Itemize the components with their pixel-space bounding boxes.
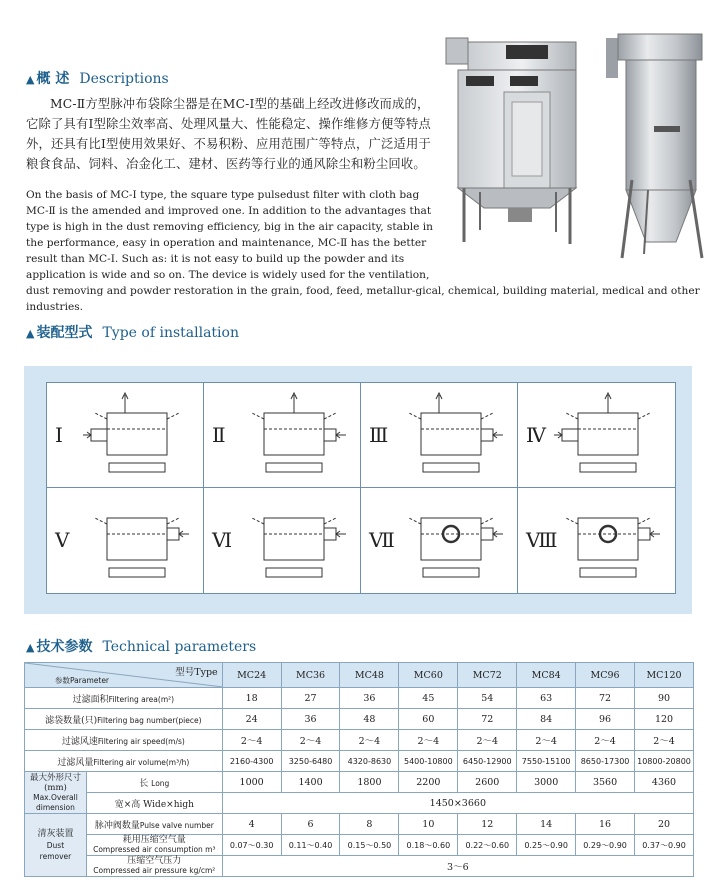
table-cell: 120 bbox=[635, 709, 694, 730]
label-cn: 脉冲阀数量 bbox=[94, 820, 140, 831]
descriptions-title-cn: 概 述 bbox=[36, 71, 70, 87]
row-label-dust-remover bbox=[25, 814, 87, 877]
model-header: MC72 bbox=[458, 663, 517, 688]
label-en: Long bbox=[151, 778, 170, 788]
row-label-speed bbox=[25, 730, 223, 751]
label-cn: 压缩空气压力 bbox=[127, 856, 182, 866]
table-cell: 1800 bbox=[340, 772, 399, 793]
table-cell: 2～4 bbox=[458, 730, 517, 751]
table-cell: 27 bbox=[281, 688, 340, 709]
table-cell: 2160-4300 bbox=[222, 751, 281, 772]
installation-type-cell bbox=[204, 383, 361, 488]
table-cell: 2600 bbox=[458, 772, 517, 793]
model-header: MC120 bbox=[635, 663, 694, 688]
table-cell: 2～4 bbox=[281, 730, 340, 751]
table-cell: 2～4 bbox=[576, 730, 635, 751]
header-param-label: 参数Parameter bbox=[55, 676, 110, 685]
table-cell: 0.18～0.60 bbox=[399, 835, 458, 856]
en-line: type is high in the dust removing efficiency, big in the air capacity, stable in bbox=[26, 221, 433, 233]
label-cn: 过滤风速 bbox=[61, 736, 98, 747]
installation-sketch-icon bbox=[361, 488, 518, 593]
table-row bbox=[25, 688, 694, 709]
table-cell: 16 bbox=[576, 814, 635, 835]
en-line: dust removing and powder restoration in the grain, food, feed, metallur-gical, chemical, building material, medical and other bbox=[26, 285, 700, 297]
label-cn: 耗用压缩空气量 bbox=[122, 835, 186, 845]
table-header-row bbox=[25, 663, 694, 688]
table-cell: 0.15～0.50 bbox=[340, 835, 399, 856]
table-cell: 12 bbox=[458, 814, 517, 835]
label-en: Filtering air volume(m³/h) bbox=[93, 757, 190, 767]
table-cell: 48 bbox=[340, 709, 399, 730]
cn-line: MC-Ⅱ方型脉冲布袋除尘器是在MC-Ⅰ型的基础上经改进修改而成的， bbox=[50, 97, 430, 111]
installation-type-label: Ⅵ bbox=[212, 528, 233, 552]
table-row bbox=[25, 793, 694, 814]
table-cell: 6450-12900 bbox=[458, 751, 517, 772]
table-cell: 8 bbox=[340, 814, 399, 835]
table-row bbox=[25, 709, 694, 730]
triangle-bullet-icon: ▲ bbox=[26, 73, 35, 86]
table-cell: 2～4 bbox=[399, 730, 458, 751]
table-cell: 72 bbox=[458, 709, 517, 730]
installation-type-label: Ⅴ bbox=[55, 528, 70, 552]
row-label-pressure bbox=[86, 856, 222, 877]
table-row bbox=[25, 856, 694, 877]
installation-panel bbox=[24, 366, 692, 614]
label-en: Compressed air pressure kg/cm² bbox=[93, 866, 216, 875]
row-label-bag bbox=[25, 709, 223, 730]
installation-type-cell bbox=[518, 383, 675, 488]
table-cell: 24 bbox=[222, 709, 281, 730]
table-cell: 18 bbox=[222, 688, 281, 709]
table-cell: 0.11～0.40 bbox=[281, 835, 340, 856]
model-header: MC60 bbox=[399, 663, 458, 688]
table-cell: 3000 bbox=[517, 772, 576, 793]
header-type-label: 型号Type bbox=[175, 667, 218, 678]
label-en: Pulse valve number bbox=[139, 820, 214, 830]
table-cell: 1000 bbox=[222, 772, 281, 793]
descriptions-cn-paragraph bbox=[26, 94, 446, 174]
triangle-bullet-icon: ▲ bbox=[26, 327, 35, 340]
table-cell: 4 bbox=[222, 814, 281, 835]
row-label-area bbox=[25, 688, 223, 709]
table-cell: 10 bbox=[399, 814, 458, 835]
en-line: MC-Ⅱ is the amended and improved one. In addition to the advantages that bbox=[26, 205, 432, 217]
installation-heading bbox=[26, 322, 239, 342]
table-cell: 20 bbox=[635, 814, 694, 835]
descriptions-heading bbox=[26, 68, 169, 88]
table-cell: 14 bbox=[517, 814, 576, 835]
installation-sketch-icon bbox=[518, 383, 675, 488]
table-row bbox=[25, 730, 694, 751]
installation-type-label: Ⅰ bbox=[55, 423, 63, 447]
label-en: dimension bbox=[36, 802, 75, 812]
table-cell: 3250-6480 bbox=[281, 751, 340, 772]
label-cn: 长 bbox=[139, 778, 149, 789]
installation-sketch-icon bbox=[47, 383, 204, 488]
table-cell: 6 bbox=[281, 814, 340, 835]
table-cell: 1450×3660 bbox=[222, 793, 693, 814]
table-cell: 36 bbox=[340, 688, 399, 709]
label-cn: 滤袋数量(只) bbox=[45, 715, 98, 726]
table-cell: 63 bbox=[517, 688, 576, 709]
label-cn: 最大外形尺寸 bbox=[29, 772, 81, 783]
cylinder-filter-icon bbox=[606, 34, 702, 258]
model-header: MC48 bbox=[340, 663, 399, 688]
descriptions-title-en: Descriptions bbox=[79, 71, 169, 87]
table-cell: 84 bbox=[517, 709, 576, 730]
table-cell: 2200 bbox=[399, 772, 458, 793]
installation-type-cell bbox=[47, 383, 204, 488]
table-cell: 3～6 bbox=[222, 856, 693, 877]
table-cell: 0.25～0.90 bbox=[517, 835, 576, 856]
table-cell: 72 bbox=[576, 688, 635, 709]
table-cell: 4320-8630 bbox=[340, 751, 399, 772]
table-cell: 2～4 bbox=[635, 730, 694, 751]
table-cell: 0.29～0.90 bbox=[576, 835, 635, 856]
table-cell: 36 bbox=[281, 709, 340, 730]
installation-type-cell bbox=[518, 488, 675, 593]
row-label-long bbox=[86, 772, 222, 793]
cn-line: 粮食食品、饲料、冶金化工、建材、医药等行业的通风除尘和粉尘回收。 bbox=[26, 157, 426, 171]
en-line: the performance, easy in operation and maintenance, MC-Ⅱ has the better bbox=[26, 237, 427, 249]
installation-type-cell bbox=[361, 488, 518, 593]
table-cell: 45 bbox=[399, 688, 458, 709]
table-cell: 4360 bbox=[635, 772, 694, 793]
label-en: Filtering bag number(piece) bbox=[97, 715, 202, 725]
label-en: Filtering area(m²) bbox=[108, 694, 175, 704]
table-cell: 10800-20800 bbox=[635, 751, 694, 772]
label-cn: 过滤风量 bbox=[57, 757, 94, 768]
table-cell: 2～4 bbox=[222, 730, 281, 751]
parameter-table bbox=[24, 662, 694, 877]
table-cell: 7550-15100 bbox=[517, 751, 576, 772]
triangle-bullet-icon: ▲ bbox=[26, 641, 35, 654]
en-line: result than MC-Ⅰ. Such as: it is not easy to build up the powder and its bbox=[26, 253, 405, 265]
cn-line: 它除了具有Ⅰ型除尘效率高、处理风量大、性能稳定、操作维修方便等特点 bbox=[26, 117, 431, 131]
en-line: On the basis of MC-Ⅰ type, the square type pulsedust filter with cloth bag bbox=[26, 189, 420, 201]
installation-type-cell bbox=[361, 383, 518, 488]
model-header: MC24 bbox=[222, 663, 281, 688]
installation-sketch-icon bbox=[204, 488, 361, 593]
installation-grid bbox=[46, 382, 676, 594]
label-en: Filtering air speed(m/s) bbox=[97, 736, 185, 746]
label-en: Max.Overall bbox=[33, 792, 78, 802]
installation-sketch-icon bbox=[361, 383, 518, 488]
installation-type-label: Ⅷ bbox=[526, 528, 558, 552]
installation-type-label: Ⅳ bbox=[526, 423, 546, 447]
installation-sketch-icon bbox=[204, 383, 361, 488]
table-cell: 96 bbox=[576, 709, 635, 730]
table-cell: 1400 bbox=[281, 772, 340, 793]
table-cell: 8650-17300 bbox=[576, 751, 635, 772]
installation-type-label: Ⅲ bbox=[369, 423, 389, 447]
table-cell: 90 bbox=[635, 688, 694, 709]
technical-heading bbox=[26, 636, 256, 656]
table-cell: 0.37～0.90 bbox=[635, 835, 694, 856]
row-label-pulse bbox=[86, 814, 222, 835]
en-line: industries. bbox=[26, 301, 84, 313]
table-row bbox=[25, 772, 694, 793]
label-cn: 过滤面积 bbox=[72, 694, 109, 705]
installation-sketch-icon bbox=[518, 488, 675, 593]
table-row bbox=[25, 835, 694, 856]
label-cn: 清灰装置 bbox=[37, 828, 74, 839]
table-row bbox=[25, 814, 694, 835]
model-header: MC96 bbox=[576, 663, 635, 688]
installation-title-en: Type of installation bbox=[102, 325, 239, 341]
technical-title-en: Technical parameters bbox=[102, 639, 257, 655]
installation-type-cell bbox=[47, 488, 204, 593]
table-cell: 60 bbox=[399, 709, 458, 730]
installation-type-label: Ⅱ bbox=[212, 423, 226, 447]
label-cn: 宽×高 Wide×high bbox=[114, 799, 194, 810]
table-cell: 54 bbox=[458, 688, 517, 709]
square-filter-icon bbox=[446, 38, 576, 244]
label-en: remover bbox=[39, 851, 72, 861]
row-label-wide-high bbox=[86, 793, 222, 814]
table-row bbox=[25, 751, 694, 772]
installation-type-cell bbox=[204, 488, 361, 593]
row-label-consumption bbox=[86, 835, 222, 856]
installation-type-label: Ⅶ bbox=[369, 528, 395, 552]
model-header: MC36 bbox=[281, 663, 340, 688]
table-cell: 2～4 bbox=[517, 730, 576, 751]
table-cell: 3560 bbox=[576, 772, 635, 793]
table-cell: 5400-10800 bbox=[399, 751, 458, 772]
model-header: MC84 bbox=[517, 663, 576, 688]
header-corner-cell bbox=[25, 663, 223, 688]
label-en: Dust bbox=[46, 840, 65, 850]
row-label-dimension bbox=[25, 772, 87, 814]
dust-filter-illustration bbox=[440, 20, 710, 270]
installation-title-cn: 装配型式 bbox=[36, 325, 93, 341]
table-cell: 0.22～0.60 bbox=[458, 835, 517, 856]
table-cell: 0.07～0.30 bbox=[222, 835, 281, 856]
label-en: Compressed air consumption m³ bbox=[93, 845, 216, 854]
technical-title-cn: 技术参数 bbox=[36, 639, 93, 655]
installation-sketch-icon bbox=[47, 488, 204, 593]
row-label-volume bbox=[25, 751, 223, 772]
table-cell: 2～4 bbox=[340, 730, 399, 751]
en-line: application is wide and so on. The device is widely used for the ventilation, bbox=[26, 269, 430, 281]
cn-line: 外，还具有比Ⅰ型使用效果好、不易积粉、应用范围广等特点，广泛适用于 bbox=[26, 137, 431, 151]
label-unit: (mm) bbox=[44, 782, 67, 793]
